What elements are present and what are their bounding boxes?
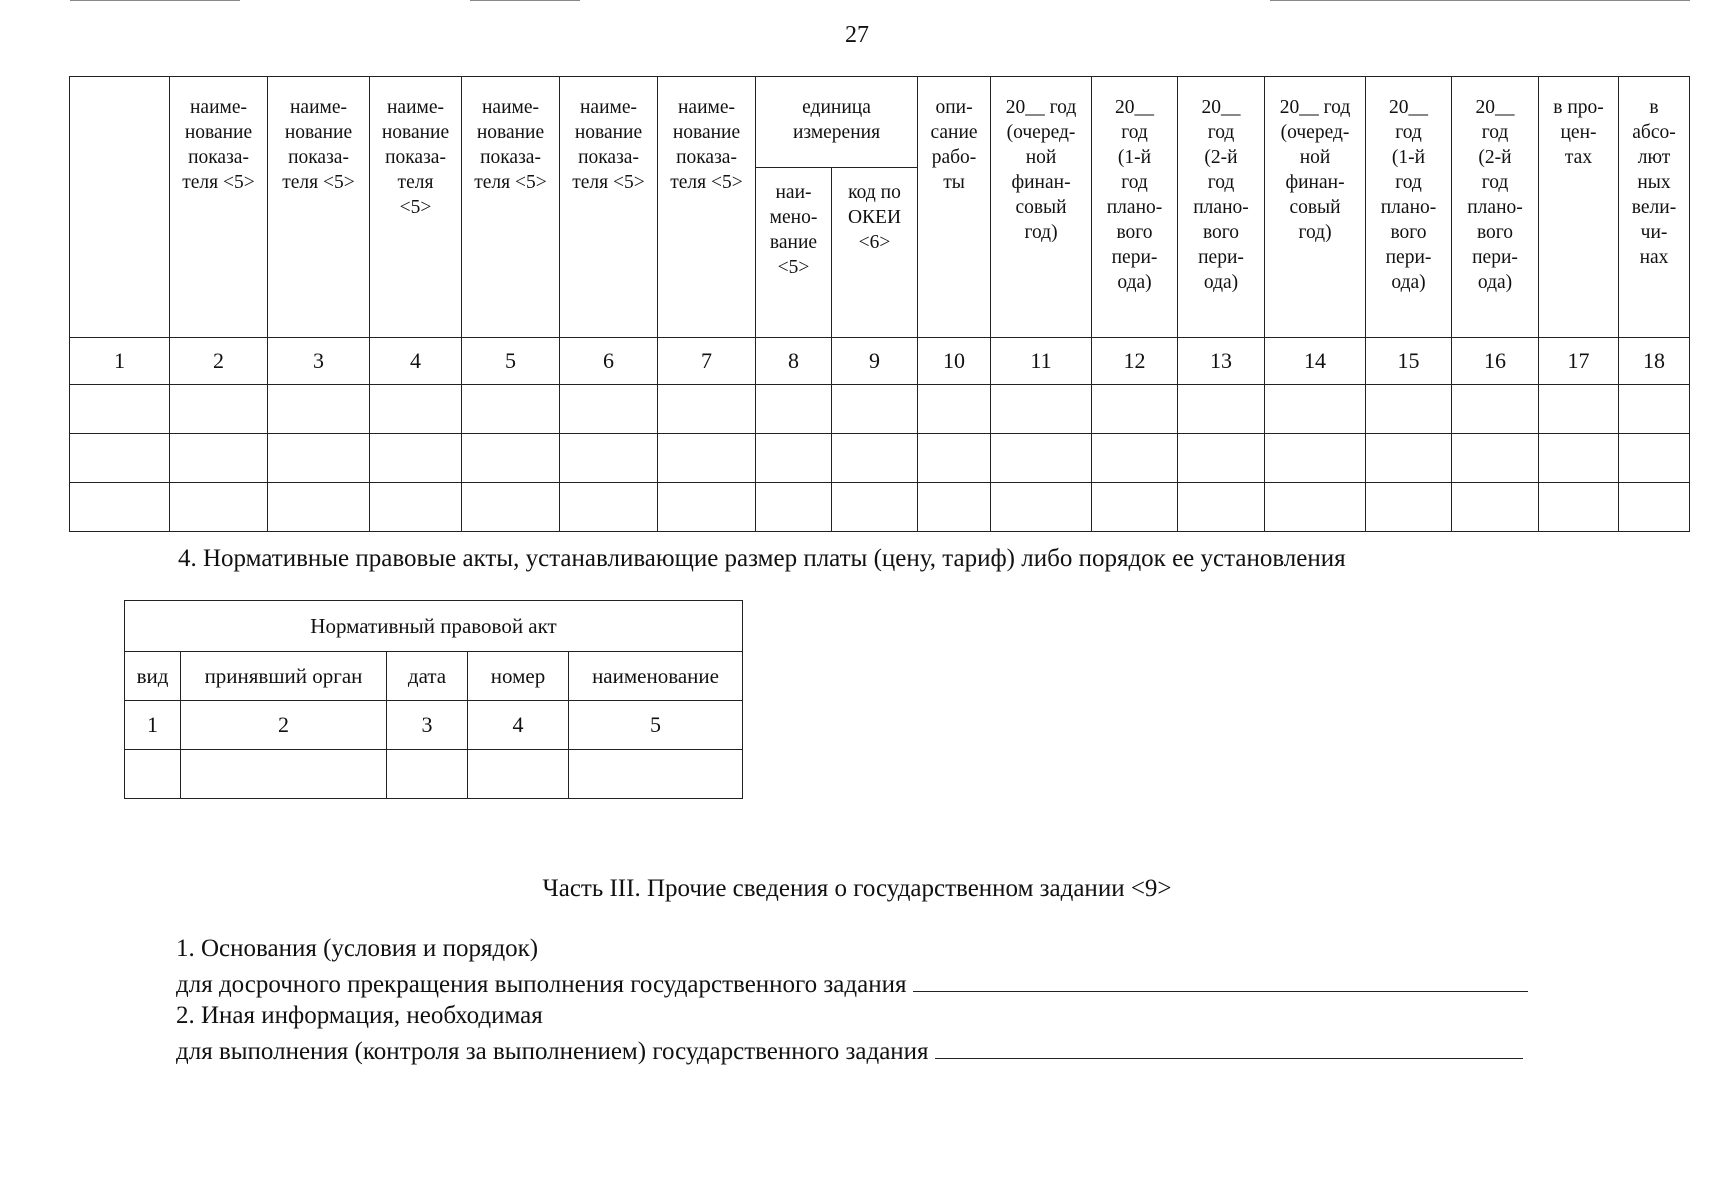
empty-cell[interactable] <box>560 434 658 483</box>
column-number: 12 <box>1092 338 1178 385</box>
section-4-title: 4. Нормативные правовые акты, устанавливающие размер платы (цену, тариф) либо порядок ее установления <box>178 545 1346 572</box>
empty-cell[interactable] <box>1366 483 1452 532</box>
empty-cell[interactable] <box>1092 385 1178 434</box>
empty-cell[interactable] <box>832 385 918 434</box>
column-number: 15 <box>1366 338 1452 385</box>
header-cell: 20__ год (2-й год плано- вого пери- ода) <box>1178 77 1265 338</box>
column-number: 6 <box>560 338 658 385</box>
empty-cell[interactable] <box>569 750 743 799</box>
column-header-type: вид <box>125 652 181 701</box>
indicator-table <box>69 76 1690 532</box>
empty-cell[interactable] <box>462 434 560 483</box>
empty-cell[interactable] <box>918 483 991 532</box>
part-3-item-1-text: для досрочного прекращения выполнения государственного задания <box>176 971 907 998</box>
empty-cell[interactable] <box>462 483 560 532</box>
empty-cell[interactable] <box>268 385 370 434</box>
column-number: 13 <box>1178 338 1265 385</box>
empty-cell[interactable] <box>756 434 832 483</box>
empty-cell[interactable] <box>756 483 832 532</box>
column-number: 1 <box>70 338 170 385</box>
empty-cell[interactable] <box>181 750 387 799</box>
empty-cell[interactable] <box>125 750 181 799</box>
part-3-item-2-continuation <box>176 1036 1523 1066</box>
column-number: 17 <box>1539 338 1619 385</box>
legal-act-table <box>124 600 743 799</box>
empty-cell[interactable] <box>1539 385 1619 434</box>
empty-cell[interactable] <box>560 483 658 532</box>
column-number: 3 <box>268 338 370 385</box>
column-number: 5 <box>569 701 743 750</box>
table-row <box>125 750 743 799</box>
empty-cell[interactable] <box>832 483 918 532</box>
column-number-row <box>70 338 1690 385</box>
empty-cell[interactable] <box>1265 434 1366 483</box>
column-number: 16 <box>1452 338 1539 385</box>
empty-cell[interactable] <box>70 483 170 532</box>
header-cell: 20__ год (очеред- ной финан- совый год) <box>991 77 1092 338</box>
header-cell: 20__ год (1-й год плано- вого пери- ода) <box>1366 77 1452 338</box>
empty-cell[interactable] <box>1366 385 1452 434</box>
empty-cell[interactable] <box>1178 483 1265 532</box>
empty-cell[interactable] <box>756 385 832 434</box>
column-number: 3 <box>387 701 468 750</box>
empty-cell[interactable] <box>1539 434 1619 483</box>
column-header-number: номер <box>468 652 569 701</box>
column-number: 1 <box>125 701 181 750</box>
empty-cell[interactable] <box>170 483 268 532</box>
empty-cell[interactable] <box>1178 434 1265 483</box>
empty-cell[interactable] <box>370 385 462 434</box>
empty-cell[interactable] <box>832 434 918 483</box>
empty-cell[interactable] <box>560 385 658 434</box>
column-header-authority: принявший орган <box>181 652 387 701</box>
table-row <box>70 434 1690 483</box>
empty-cell[interactable] <box>268 483 370 532</box>
column-number: 9 <box>832 338 918 385</box>
unit-group-header: единица измерения <box>756 77 918 168</box>
empty-cell[interactable] <box>658 434 756 483</box>
empty-cell[interactable] <box>1092 483 1178 532</box>
column-header-title: наименование <box>569 652 743 701</box>
part-3-item-1: 1. Основания (условия и порядок) <box>176 935 539 962</box>
empty-cell[interactable] <box>70 434 170 483</box>
top-rule <box>1270 0 1690 1</box>
table-row <box>70 385 1690 434</box>
empty-cell[interactable] <box>918 434 991 483</box>
page-number: 27 <box>845 22 869 48</box>
header-cell: наиме- нование показа- теля <5> <box>170 77 268 338</box>
empty-cell[interactable] <box>1452 434 1539 483</box>
column-number: 14 <box>1265 338 1366 385</box>
column-header-date: дата <box>387 652 468 701</box>
empty-cell[interactable] <box>170 434 268 483</box>
fill-in-line[interactable] <box>913 969 1528 992</box>
header-cell: 20__ год (очеред- ной финан- совый год) <box>1265 77 1366 338</box>
header-cell: в абсо- лют ных вели- чи- нах <box>1619 77 1690 338</box>
empty-cell[interactable] <box>1619 385 1690 434</box>
column-number: 7 <box>658 338 756 385</box>
empty-cell[interactable] <box>991 385 1092 434</box>
top-rule <box>470 0 580 1</box>
header-cell: наиме- нование показа- теля <5> <box>370 77 462 338</box>
empty-cell[interactable] <box>1619 483 1690 532</box>
header-cell: наиме- нование показа- теля <5> <box>560 77 658 338</box>
legal-act-caption: Нормативный правовой акт <box>125 601 743 652</box>
column-number: 2 <box>170 338 268 385</box>
column-number: 10 <box>918 338 991 385</box>
empty-cell[interactable] <box>1452 385 1539 434</box>
table-row <box>70 483 1690 532</box>
header-cell: наиме- нование показа- теля <5> <box>658 77 756 338</box>
header-cell: в про- цен- тах <box>1539 77 1619 338</box>
empty-cell[interactable] <box>370 483 462 532</box>
top-rule <box>70 0 240 1</box>
empty-cell[interactable] <box>1539 483 1619 532</box>
empty-cell[interactable] <box>1452 483 1539 532</box>
empty-cell[interactable] <box>991 434 1092 483</box>
header-cell: 20__ год (2-й год плано- вого пери- ода) <box>1452 77 1539 338</box>
empty-cell[interactable] <box>658 385 756 434</box>
empty-cell[interactable] <box>1265 483 1366 532</box>
empty-cell[interactable] <box>1619 434 1690 483</box>
part-3-item-2-text: для выполнения (контроля за выполнением) государственного задания <box>176 1038 929 1065</box>
empty-cell[interactable] <box>170 385 268 434</box>
fill-in-line[interactable] <box>935 1036 1523 1059</box>
part-3-title: Часть III. Прочие сведения о государственном задании <9> <box>542 875 1172 902</box>
empty-cell[interactable] <box>1366 434 1452 483</box>
header-cell <box>70 77 170 338</box>
empty-cell[interactable] <box>387 750 468 799</box>
part-3-item-2: 2. Иная информация, необходимая <box>176 1002 543 1029</box>
column-number: 2 <box>181 701 387 750</box>
column-number: 4 <box>468 701 569 750</box>
empty-cell[interactable] <box>991 483 1092 532</box>
column-number: 4 <box>370 338 462 385</box>
empty-cell[interactable] <box>1092 434 1178 483</box>
header-cell: 20__ год (1-й год плано- вого пери- ода) <box>1092 77 1178 338</box>
unit-name-header: наи- мено- вание <5> <box>756 168 832 338</box>
empty-cell[interactable] <box>918 385 991 434</box>
empty-cell[interactable] <box>70 385 170 434</box>
empty-cell[interactable] <box>462 385 560 434</box>
header-cell: наиме- нование показа- теля <5> <box>268 77 370 338</box>
part-3-item-1-continuation <box>176 969 1528 999</box>
unit-code-header: код по ОКЕИ <6> <box>832 168 918 338</box>
empty-cell[interactable] <box>1265 385 1366 434</box>
empty-cell[interactable] <box>1178 385 1265 434</box>
empty-cell[interactable] <box>468 750 569 799</box>
column-number: 5 <box>462 338 560 385</box>
column-number: 8 <box>756 338 832 385</box>
empty-cell[interactable] <box>268 434 370 483</box>
column-number: 18 <box>1619 338 1690 385</box>
header-cell: опи- сание рабо- ты <box>918 77 991 338</box>
empty-cell[interactable] <box>658 483 756 532</box>
empty-cell[interactable] <box>370 434 462 483</box>
column-number: 11 <box>991 338 1092 385</box>
header-cell: наиме- нование показа- теля <5> <box>462 77 560 338</box>
